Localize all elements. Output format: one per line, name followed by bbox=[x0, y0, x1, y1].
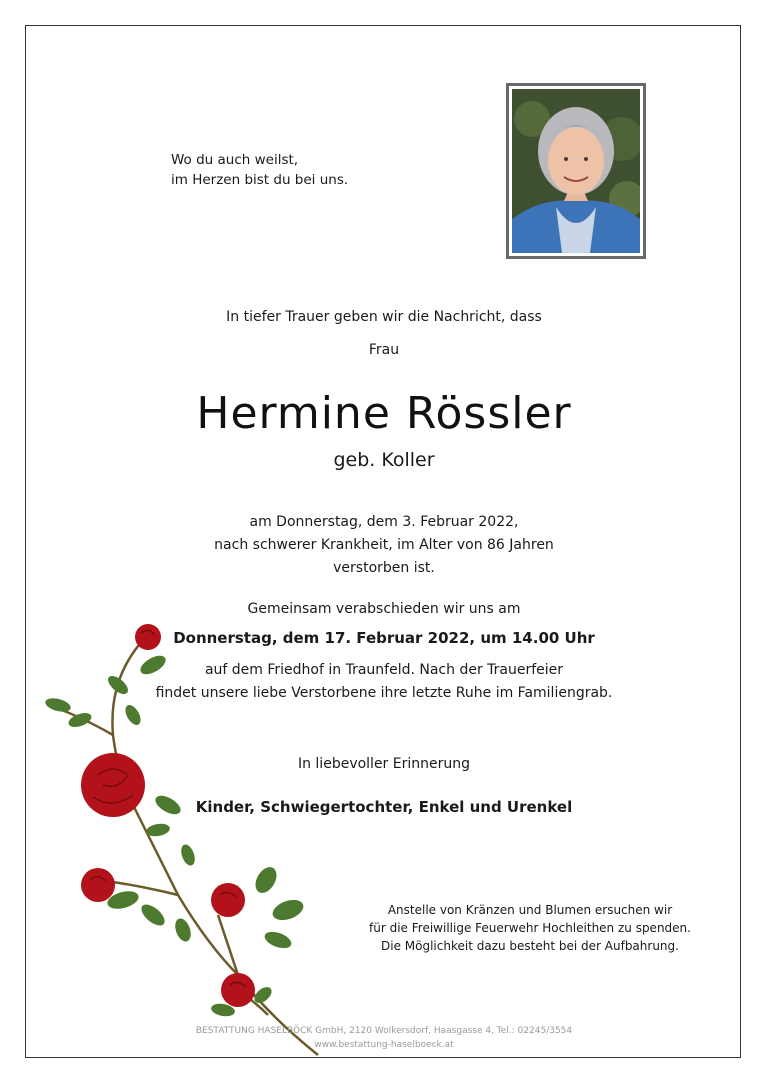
donation-line-1: Anstelle von Kränzen und Blumen ersuchen wir bbox=[387, 903, 673, 917]
footer-website[interactable]: www.bestattung-haselboeck.at bbox=[314, 1040, 454, 1050]
funeral-place-line-1: auf dem Friedhof in Traunfeld. Nach der Trauerfeier bbox=[204, 662, 564, 678]
death-info bbox=[0, 511, 768, 580]
portrait-image bbox=[512, 89, 640, 253]
donation-note bbox=[360, 901, 700, 955]
motto-line-2: im Herzen bist du bei uns. bbox=[171, 172, 349, 188]
deceased-name: Hermine Rössler bbox=[196, 388, 572, 439]
donation-line-3: Die Möglichkeit dazu besteht bei der Aufbahrung. bbox=[381, 939, 679, 953]
salutation: Frau bbox=[368, 342, 400, 358]
portrait-photo bbox=[506, 83, 646, 259]
footer-company: BESTATTUNG HASELBÖCK GmbH, 2120 Wolkersdorf, Haasgasse 4, Tel.: 02245/3554 bbox=[195, 1026, 573, 1036]
death-line-2: nach schwerer Krankheit, im Alter von 86 Jahren bbox=[214, 537, 554, 553]
donation-line-2: für die Freiwillige Feuerwehr Hochleithen zu spenden. bbox=[369, 921, 691, 935]
funeral-date: Donnerstag, dem 17. Februar 2022, um 14.00 Uhr bbox=[173, 629, 595, 647]
birth-name: geb. Koller bbox=[333, 449, 435, 471]
funeral-place-line-2: findet unsere liebe Verstorbene ihre letzte Ruhe im Familiengrab. bbox=[155, 685, 613, 701]
portrait-drawing bbox=[512, 89, 640, 253]
announcement: In tiefer Trauer geben wir die Nachricht, dass bbox=[226, 309, 542, 325]
rose-decoration bbox=[38, 615, 328, 1065]
death-line-1: am Donnerstag, dem 3. Februar 2022, bbox=[249, 514, 519, 530]
family-signature: Kinder, Schwiegertochter, Enkel und Urenkel bbox=[195, 798, 573, 816]
memory-line: In liebevoller Erinnerung bbox=[297, 756, 471, 772]
death-line-3: verstorben ist. bbox=[333, 560, 435, 576]
motto-line-1: Wo du auch weilst, bbox=[171, 152, 299, 168]
farewell-intro: Gemeinsam verabschieden wir uns am bbox=[247, 601, 521, 617]
motto bbox=[171, 150, 348, 190]
